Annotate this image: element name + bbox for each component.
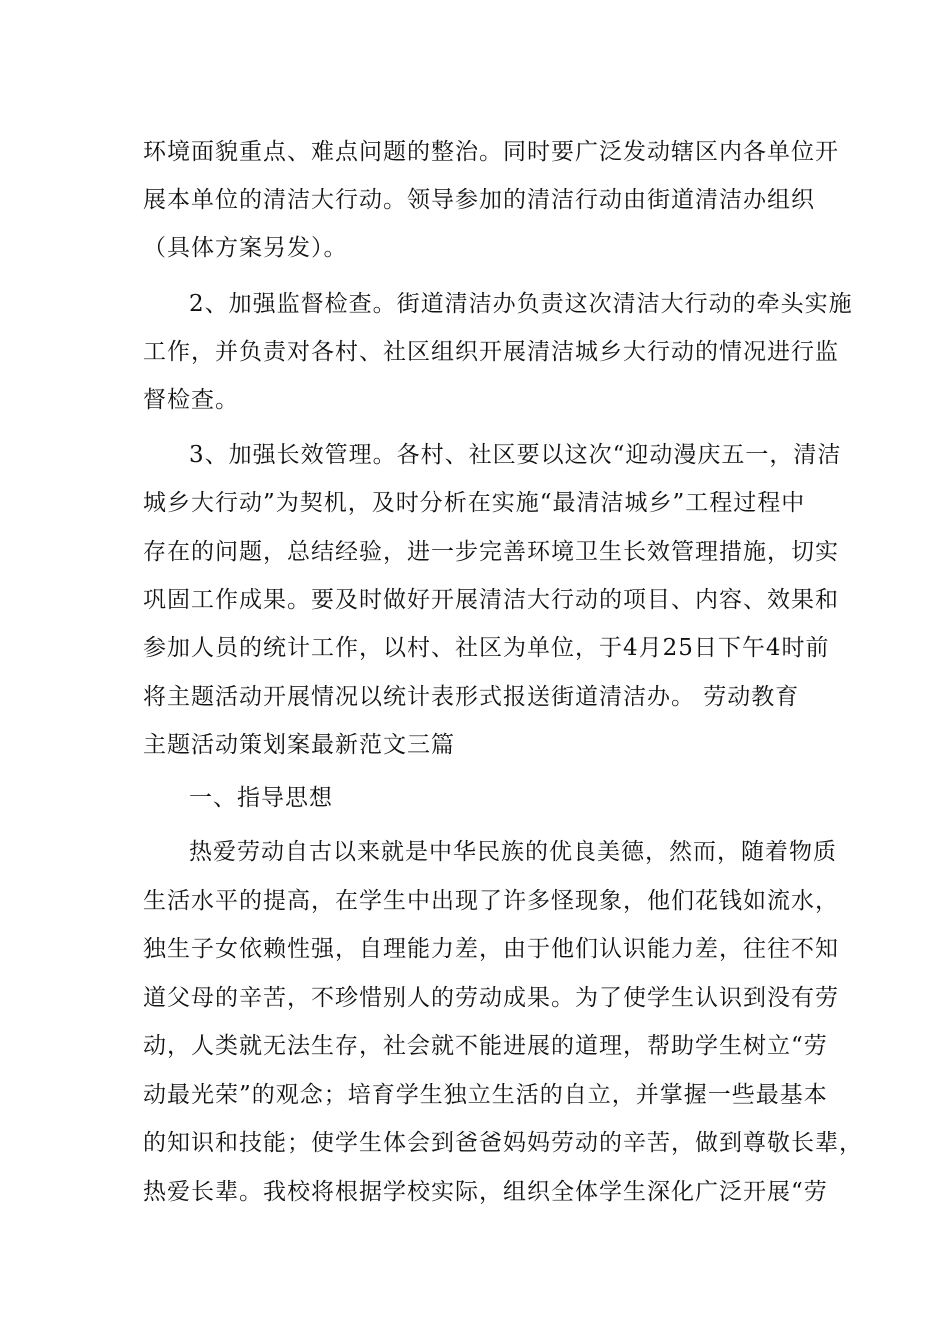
text-line: 将主题活动开展情况以统计表形式报送街道清洁办。 劳动教育 [143, 684, 800, 710]
text-line: 3、加强长效管理。各村、社区要以这次“迎动漫庆五一，清洁 [189, 442, 842, 468]
text-line: 工作，并负责对各村、社区组织开展清洁城乡大行动的情况进行监 [143, 339, 839, 365]
text-line: 主题活动策划案最新范文三篇 [143, 732, 455, 758]
text-line: 独生子女依赖性强，自理能力差，由于他们认识能力差，往往不知 [143, 936, 839, 962]
text-line: 城乡大行动”为契机，及时分析在实施“最清洁城乡”工程过程中 [143, 490, 806, 516]
text-line: 动最光荣”的观念；培育学生独立生活的自立，并掌握一些最基本 [143, 1082, 828, 1108]
text-line: （具体方案另发）。 [143, 235, 348, 261]
text-line: 生活水平的提高，在学生中出现了许多怪现象，他们花钱如流水， [143, 888, 839, 914]
text-line: 2、加强监督检查。街道清洁办负责这次清洁大行动的牵头实施 [189, 291, 853, 317]
section-heading: 一、指导思想 [189, 785, 333, 811]
text-line: 热爱长辈。我校将根据学校实际，组织全体学生深化广泛开展“劳 [143, 1179, 828, 1205]
text-line: 的知识和技能；使学生体会到爸爸妈妈劳动的辛苦，做到尊敬长辈， [143, 1130, 863, 1156]
text-line: 展本单位的清洁大行动。领导参加的清洁行动由街道清洁办组织 [143, 187, 815, 213]
text-line: 巩固工作成果。要及时做好开展清洁大行动的项目、内容、效果和 [143, 587, 839, 613]
text-line: 热爱劳动自古以来就是中华民族的优良美德，然而，随着物质 [189, 839, 837, 865]
text-line: 环境面貌重点、难点问题的整治。同时要广泛发动辖区内各单位开 [143, 139, 839, 165]
text-line: 督检查。 [143, 387, 239, 413]
text-line: 参加人员的统计工作，以村、社区为单位，于4月25日下午4时前 [143, 635, 830, 661]
text-line: 动，人类就无法生存，社会就不能进展的道理，帮助学生树立“劳 [143, 1033, 828, 1059]
text-line: 存在的问题，总结经验，进一步完善环境卫生长效管理措施，切实 [143, 539, 839, 565]
text-line: 道父母的辛苦，不珍惜别人的劳动成果。为了使学生认识到没有劳 [143, 985, 839, 1011]
